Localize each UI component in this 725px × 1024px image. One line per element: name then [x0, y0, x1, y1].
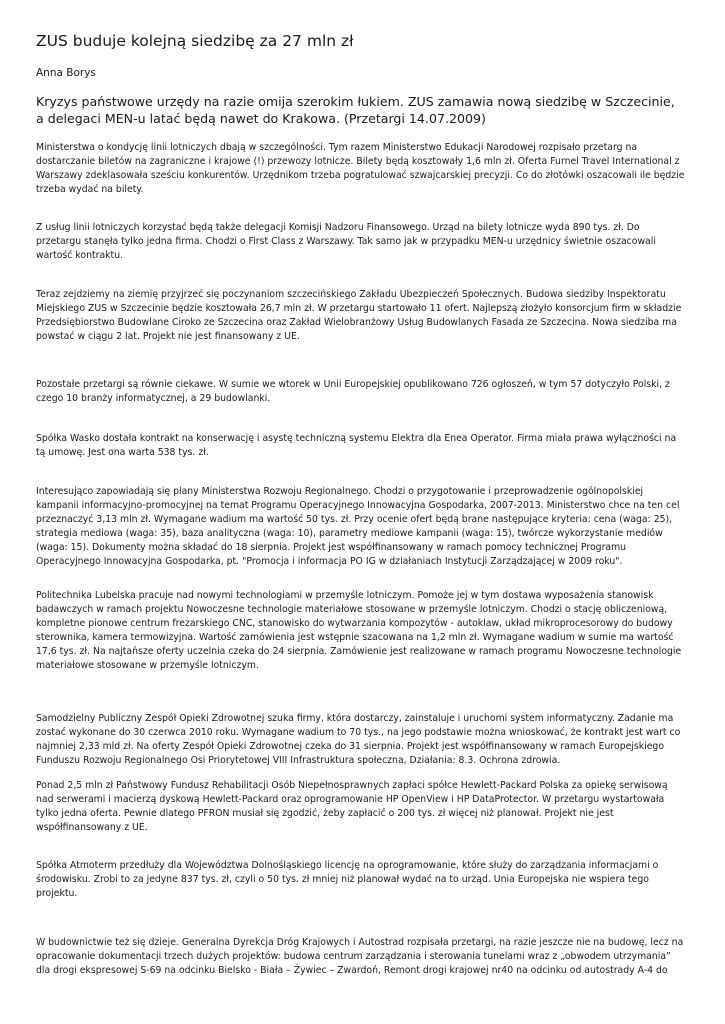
paragraph-5: Spółka Wasko dostała kontrakt na konserwację i asystę techniczną systemu Elektra dla Enea Operator. Firma miała prawa wyłączności na tą umowę. Jest ona warta 538 tys. zł. [36, 433, 677, 459]
paragraph-4: Pozostałe przetargi są równie ciekawe. W sumie we wtorek w Unii Europejskiej opublikowano 726 ogłoszeń, w tym 57 dotyczyło Polski, z czego 10 branży informatycznej, a 29 budowlanki. [36, 379, 670, 405]
article-lead: Kryzys państwowe urzędy na razie omija szerokim łukiem. ZUS zamawia nową siedzibę w Szczecinie, a delegaci MEN-u latać będą nawet do Krakowa. (Przetargi 14.07.2009) [36, 94, 675, 126]
paragraph-10: Spółka Atmoterm przedłuży dla Województwa Dolnośląskiego licencję na oprogramowanie, które służy do zarządzania informacjami o środowisku. Zrobi to za jedyne 837 tys. zł, czyli o 50 tys. zł mniej niż planował wydać na to urząd. Unia Europejska nie wspiera tego projektu. [36, 860, 659, 900]
article-author: Anna Borys [36, 67, 96, 79]
article-title: ZUS buduje kolejną siedzibę za 27 mln zł [36, 32, 354, 50]
paragraph-1: Ministerstwa o kondycję linii lotniczych dbają w szczególności. Tym razem Ministerstwo Edukacji Narodowej rozpisało przetarg na dostarczanie biletów na zagraniczne i krajowe (!) przewozy lotnicze. Bilety będą kosztowały 1,6 mln zł. Oferta Furnel Travel International z Warszawy zdeklasowała sześciu konkurentów. Urzędnikom trzeba pogratulować szwajcarskiej precyzji. Co do złotówki oszacowali ile będzie trzeba wydać na bilety. [36, 142, 685, 196]
paragraph-8: Samodzielny Publiczny Zespół Opieki Zdrowotnej szuka firmy, która dostarczy, zainstaluje i uruchomi system informatyczny. Zadanie ma zostać wykonane do 30 czerwca 2010 roku. Wymagane wadium to 70 tys., na jego podstawie można wnioskować, że kontrakt jest wart co najmniej 2,33 mld zł. Na oferty Zespół Opieki Zdrowotnej czeka do 31 sierpnia. Projekt jest współfinansowany w ramach Europejskiego Funduszu Rozwoju Regionalnego Osi Priorytetowej VIII Infrastruktura społeczna, Działania: 8.3. Ochrona zdrowia. [36, 713, 681, 767]
paragraph-3: Teraz zejdziemy na ziemię przyjrzeć się poczynaniom szczecińskiego Zakładu Ubezpieczeń Społecznych. Budowa siedziby Inspektoratu Miejskiego ZUS w Szczecinie będzie kosztowała 26,7 mln zł. W przetargu startowało 11 ofert. Najlepszą złożyło konsorcjum firm w składzie Przedsiębiorstwo Budowlane Ciroko ze Szczecina oraz Zakład Wielobranżowy Usług Budowlanych Fasada ze Szczecina. Nowa siedziba ma powstać w ciągu 2 lat. Projekt nie jest finansowany z UE. [36, 289, 682, 343]
paragraph-2: Z usług linii lotniczych korzystać będą także delegacji Komisji Nadzoru Finansowego. Urząd na bilety lotnicze wyda 890 tys. zł. Do przetargu stanęła tylko jedna firma. Chodzi o First Class z Warszawy. Tak samo jak w przypadku MEN-u urzędnicy świetnie oszacowali wartość kontraktu. [36, 222, 656, 262]
paragraph-6: Interesująco zapowiadają się plany Ministerstwa Rozwoju Regionalnego. Chodzi o przygotowanie i przeprowadzenie ogólnopolskiej kampanii informacyjno-promocyjnej na temat Programu Operacyjnego Innowacyjna Gospodarka, 2007-2013. Ministerstwo chce na ten cel przeznaczyć 3,13 mln zł. Wymagane wadium ma wartość 50 tys. zł. Przy ocenie ofert będą brane następujące kryteria: cena (waga: 25), strategia mediowa (waga: 35), baza analityczna (waga: 10), parametry mediowe kampanii (waga: 15), twórcze wykorzystanie mediów (waga: 15). Dokumenty można składać do 18 sierpnia. Projekt jest współfinansowany w ramach pomocy technicznej Programu Operacyjnego Innowacyjna Gospodarka, pt. "Promocja i informacja PO IG w działaniach Instytucji Zarządzającej w 2009 roku". [36, 486, 680, 568]
paragraph-7: Politechnika Lubelska pracuje nad nowymi technologiami w przemyśle lotniczym. Pomoże jej w tym dostawa wyposażenia stanowisk badawczych w ramach projektu Nowoczesne technologie materiałowe stosowane w przemyśle lotniczym. Chodzi o stację obliczeniową, kompletne pionowe centrum frezarskiego CNC, stanowisko do wytwarzania kompozytów - autoklaw, układ mikroprocesorowy do budowy sterownika, kamera termowizyjna. Wartość zamówienia jest wstępnie szacowana na 1,2 mln zł. Wymagane wadium w sumie ma wartość 17,6 tys. zł. Na najtańsze oferty uczelnia czeka do 24 sierpnia. Zamówienie jest realizowane w ramach programu Nowoczesne technologie materiałowe stosowane w przemyśle lotniczym. [36, 590, 682, 672]
paragraph-11: W budownictwie też się dzieje. Generalna Dyrekcja Dróg Krajowych i Autostrad rozpisała przetargi, na razie jeszcze nie na budowę, lecz na opracowanie dokumentacji trzech dużych projektów: budowa centrum zarządzania i sterowania tunelami wraz z „obwodem utrzymania” dla drogi ekspresowej S-69 na odcinku Bielsko - Biała – Żywiec – Zwardoń, Remont drogi krajowej nr40 na odcinku od autostrady A-4 do [36, 937, 684, 977]
paragraph-9: Ponad 2,5 mln zł Państwowy Fundusz Rehabilitacji Osób Niepełnosprawnych zapłaci spółce Hewlett-Packard Polska za opiekę serwisową nad serwerami i macierzą dyskową Hewlett-Packard oraz oprogramowanie HP OpenView i HP DataProtector. W przetargu wystartowała tylko jedna oferta. Pewnie dlatego PFRON musiał się zgodzić, żeby zapłacić o 200 tys. zł więcej niż planował. Projekt nie jest współfinansowany z UE. [36, 780, 668, 834]
